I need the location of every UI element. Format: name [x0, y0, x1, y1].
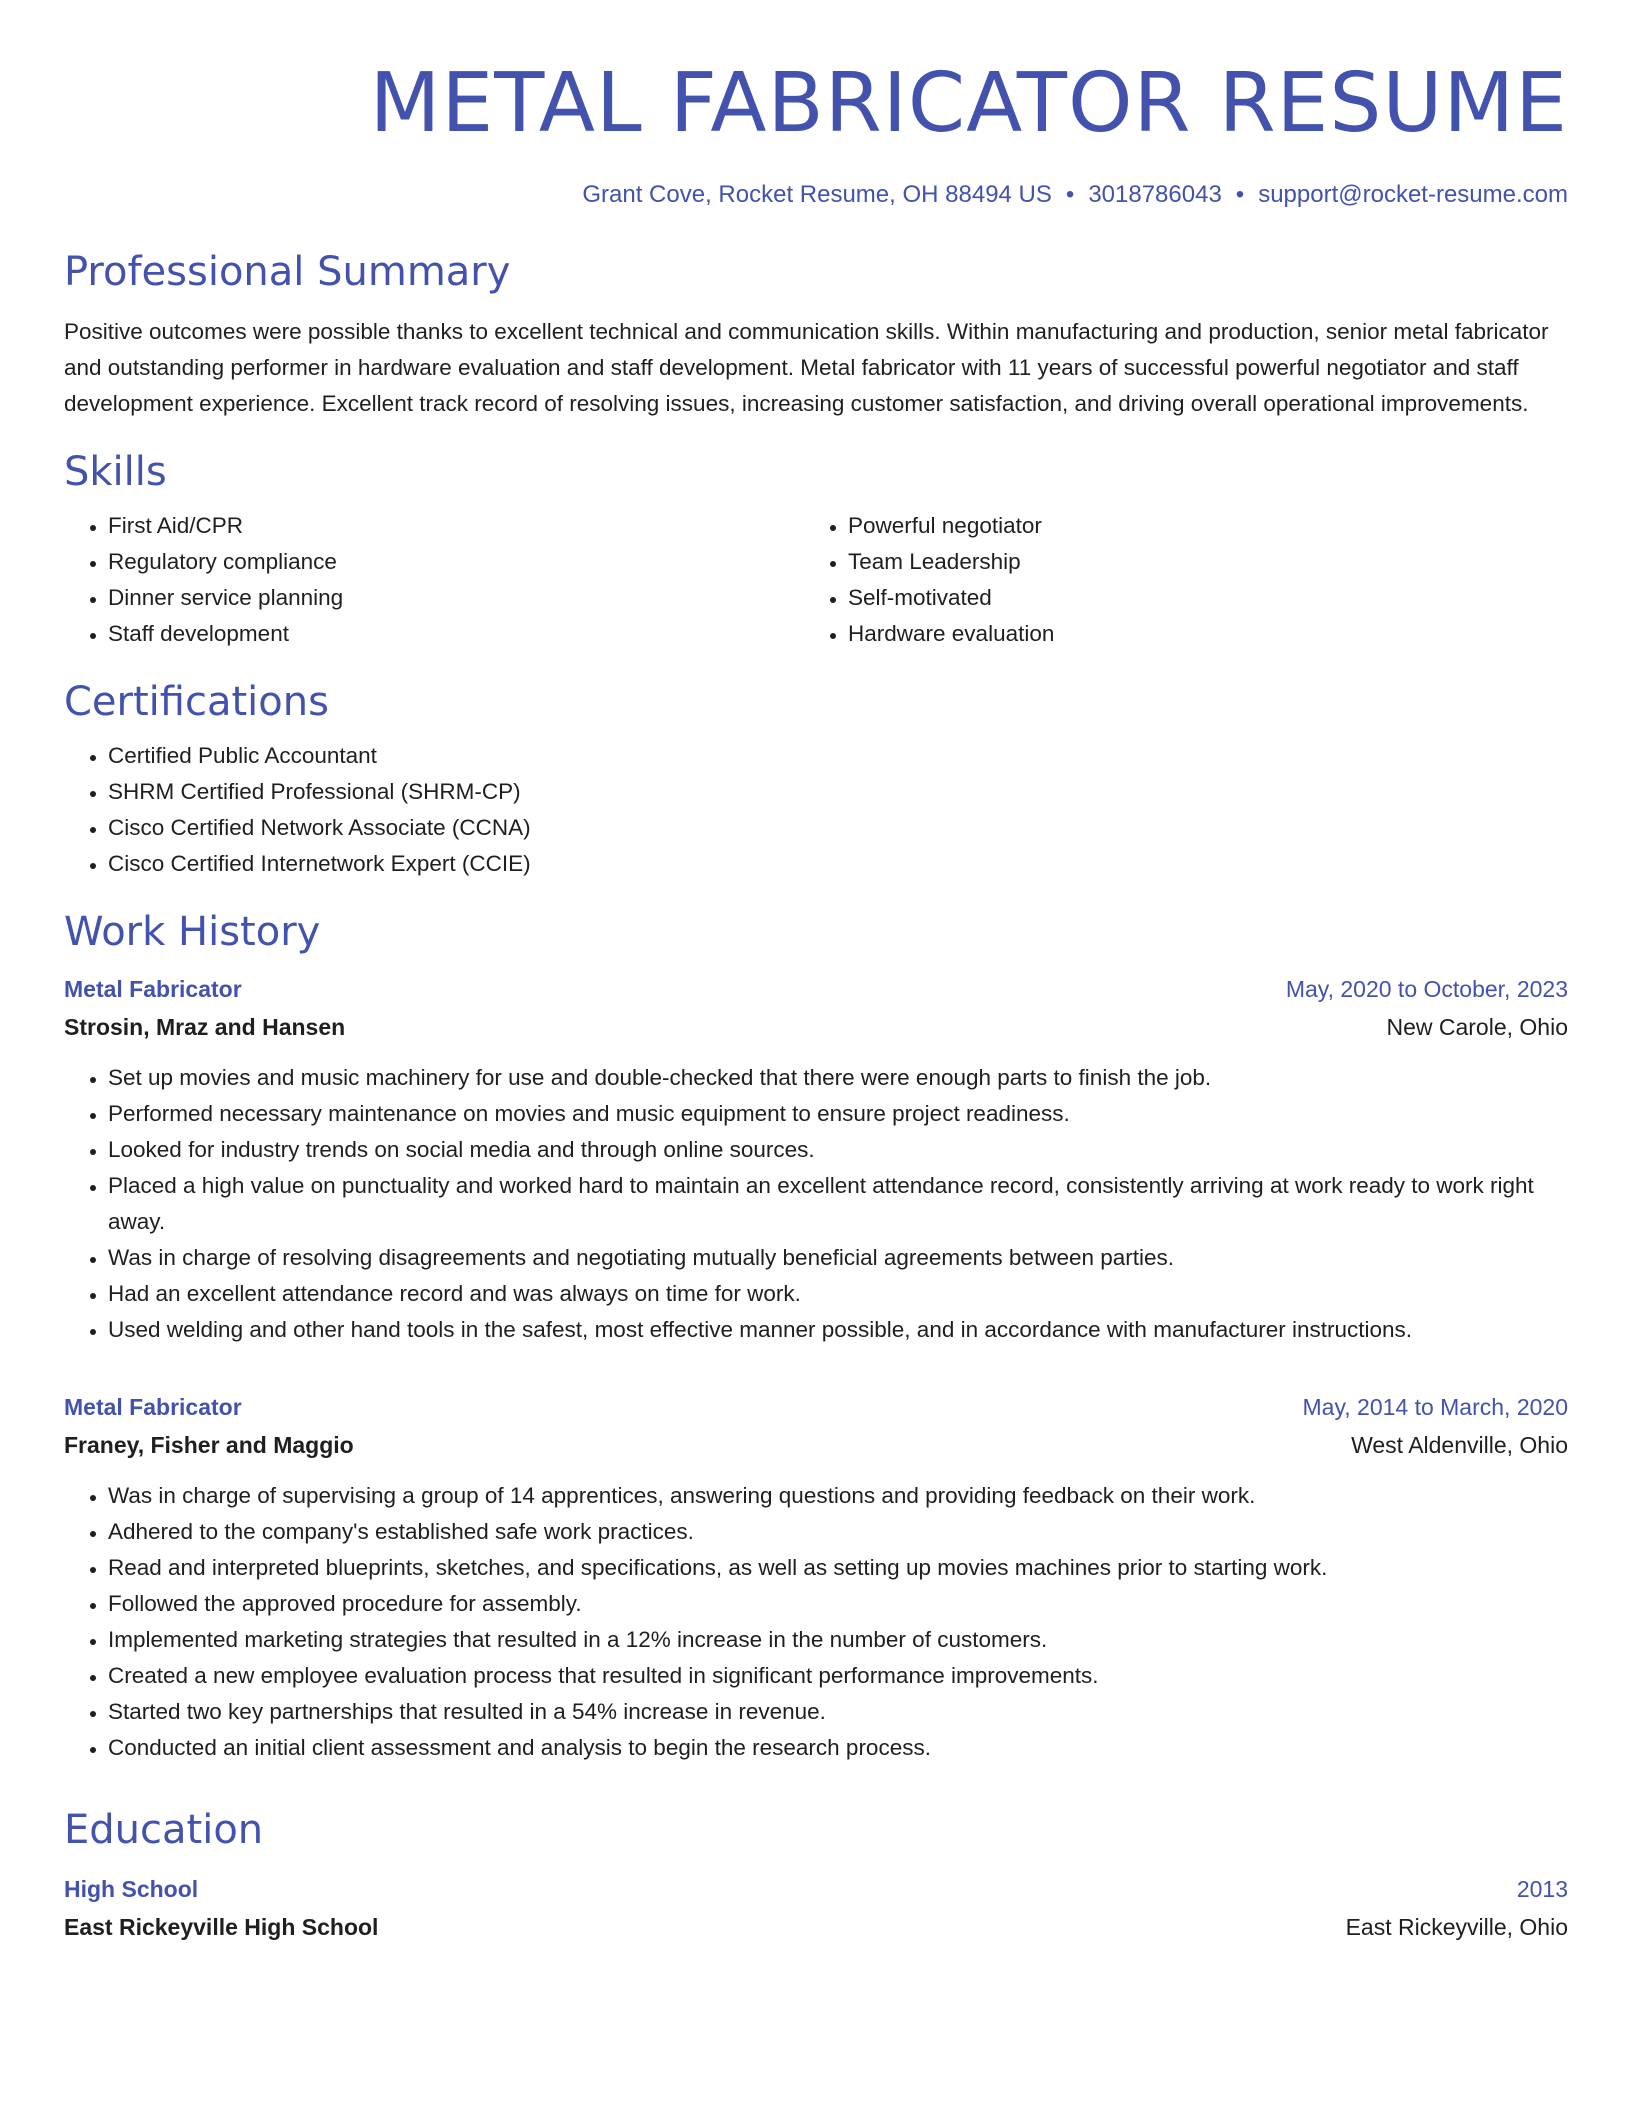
education-degree: High School — [64, 1876, 199, 1902]
skill-item: • Self-motivated — [848, 580, 1568, 616]
job-bullet: • Created a new employee evaluation process that resulted in significant performance improvements. — [108, 1658, 1568, 1694]
skills-list-right — [804, 508, 1568, 652]
job-company-row — [64, 1426, 1568, 1464]
job-bullet: • Was in charge of supervising a group of 14 apprentices, answering questions and providing feedback on their work. — [108, 1478, 1568, 1514]
contact-address: Grant Cove, Rocket Resume, OH 88494 US — [582, 181, 1052, 208]
education-entry — [64, 1870, 1568, 1946]
contact-line — [64, 180, 1568, 210]
certification-item: • SHRM Certified Professional (SHRM-CP) — [108, 774, 1568, 810]
certification-item: • Cisco Certified Network Associate (CCNA) — [108, 810, 1568, 846]
skill-item: • Dinner service planning — [108, 580, 804, 616]
job-bullet: • Looked for industry trends on social media and through online sources. — [108, 1132, 1568, 1168]
job-bullet: • Started two key partnerships that resulted in a 54% increase in revenue. — [108, 1694, 1568, 1730]
summary-heading: Professional Summary — [64, 249, 511, 295]
job-bullet: • Implemented marketing strategies that resulted in a 12% increase in the number of customers. — [108, 1622, 1568, 1658]
skill-item: • Regulatory compliance — [108, 544, 804, 580]
job-bullet: • Conducted an initial client assessment and analysis to begin the research process. — [108, 1730, 1568, 1766]
job-bullet: • Placed a high value on punctuality and worked hard to maintain an excellent attendance record, consistently arriving at work ready to work right away. — [108, 1168, 1568, 1240]
summary-text: Positive outcomes were possible thanks to excellent technical and communication skills. Within manufacturing and production, senior metal fabricator and outstanding performer in hardware evaluation and staff development. Metal fabricator with 11 years of successful powerful negotiator and staff development experience. Excellent track record of resolving issues, increasing customer satisfaction, and driving overall operational improvements. — [64, 319, 1549, 416]
job-bullets — [64, 1478, 1568, 1766]
skills-grid — [64, 508, 1568, 652]
education-header-row — [64, 1870, 1568, 1908]
job-entry — [64, 1388, 1568, 1766]
job-header-row — [64, 970, 1568, 1008]
job-bullet: • Used welding and other hand tools in the safest, most effective manner possible, and in accordance with manufacturer instructions. — [108, 1312, 1568, 1348]
job-entry — [64, 970, 1568, 1348]
job-title: Metal Fabricator — [64, 1394, 242, 1420]
skill-item: • Powerful negotiator — [848, 508, 1568, 544]
education-year: 2013 — [1516, 1876, 1568, 1902]
certification-item: • Cisco Certified Internetwork Expert (CCIE) — [108, 846, 1568, 882]
skills-list-left — [64, 508, 804, 652]
contact-separator: • — [1065, 181, 1075, 208]
skills-heading: Skills — [64, 449, 167, 495]
education-school: East Rickeyville High School — [64, 1914, 379, 1940]
job-company-row — [64, 1008, 1568, 1046]
skill-item: • Staff development — [108, 616, 804, 652]
resume-title: METAL FABRICATOR RESUME — [369, 56, 1568, 151]
education-heading: Education — [64, 1807, 264, 1853]
job-bullet: • Was in charge of resolving disagreements and negotiating mutually beneficial agreements between parties. — [108, 1240, 1568, 1276]
certifications-list — [64, 738, 1568, 882]
job-location: West Aldenville, Ohio — [1351, 1432, 1568, 1458]
education-school-row — [64, 1908, 1568, 1946]
skill-item: • Team Leadership — [848, 544, 1568, 580]
education-location: East Rickeyville, Ohio — [1345, 1914, 1568, 1940]
skill-item: • First Aid/CPR — [108, 508, 804, 544]
job-dates: May, 2020 to October, 2023 — [1285, 976, 1568, 1002]
job-bullet: • Followed the approved procedure for assembly. — [108, 1586, 1568, 1622]
job-bullet: • Had an excellent attendance record and was always on time for work. — [108, 1276, 1568, 1312]
job-bullet: • Set up movies and music machinery for use and double-checked that there were enough parts to finish the job. — [108, 1060, 1568, 1096]
contact-separator: • — [1235, 181, 1245, 208]
job-title: Metal Fabricator — [64, 976, 242, 1002]
job-bullet: • Adhered to the company's established safe work practices. — [108, 1514, 1568, 1550]
certifications-heading: Certifications — [64, 679, 329, 725]
job-bullet: • Performed necessary maintenance on movies and music equipment to ensure project readiness. — [108, 1096, 1568, 1132]
contact-phone: 3018786043 — [1088, 181, 1222, 208]
job-bullets — [64, 1060, 1568, 1348]
certification-item: • Certified Public Accountant — [108, 738, 1568, 774]
work-history-heading: Work History — [64, 909, 321, 955]
job-bullet: • Read and interpreted blueprints, sketches, and specifications, as well as setting up movies machines prior to starting work. — [108, 1550, 1568, 1586]
job-header-row — [64, 1388, 1568, 1426]
skill-item: • Hardware evaluation — [848, 616, 1568, 652]
job-company: Franey, Fisher and Maggio — [64, 1432, 354, 1458]
job-location: New Carole, Ohio — [1386, 1014, 1568, 1040]
resume-header — [64, 56, 1568, 210]
job-dates: May, 2014 to March, 2020 — [1302, 1394, 1568, 1420]
job-company: Strosin, Mraz and Hansen — [64, 1014, 346, 1040]
contact-email: support@rocket-resume.com — [1258, 181, 1568, 208]
